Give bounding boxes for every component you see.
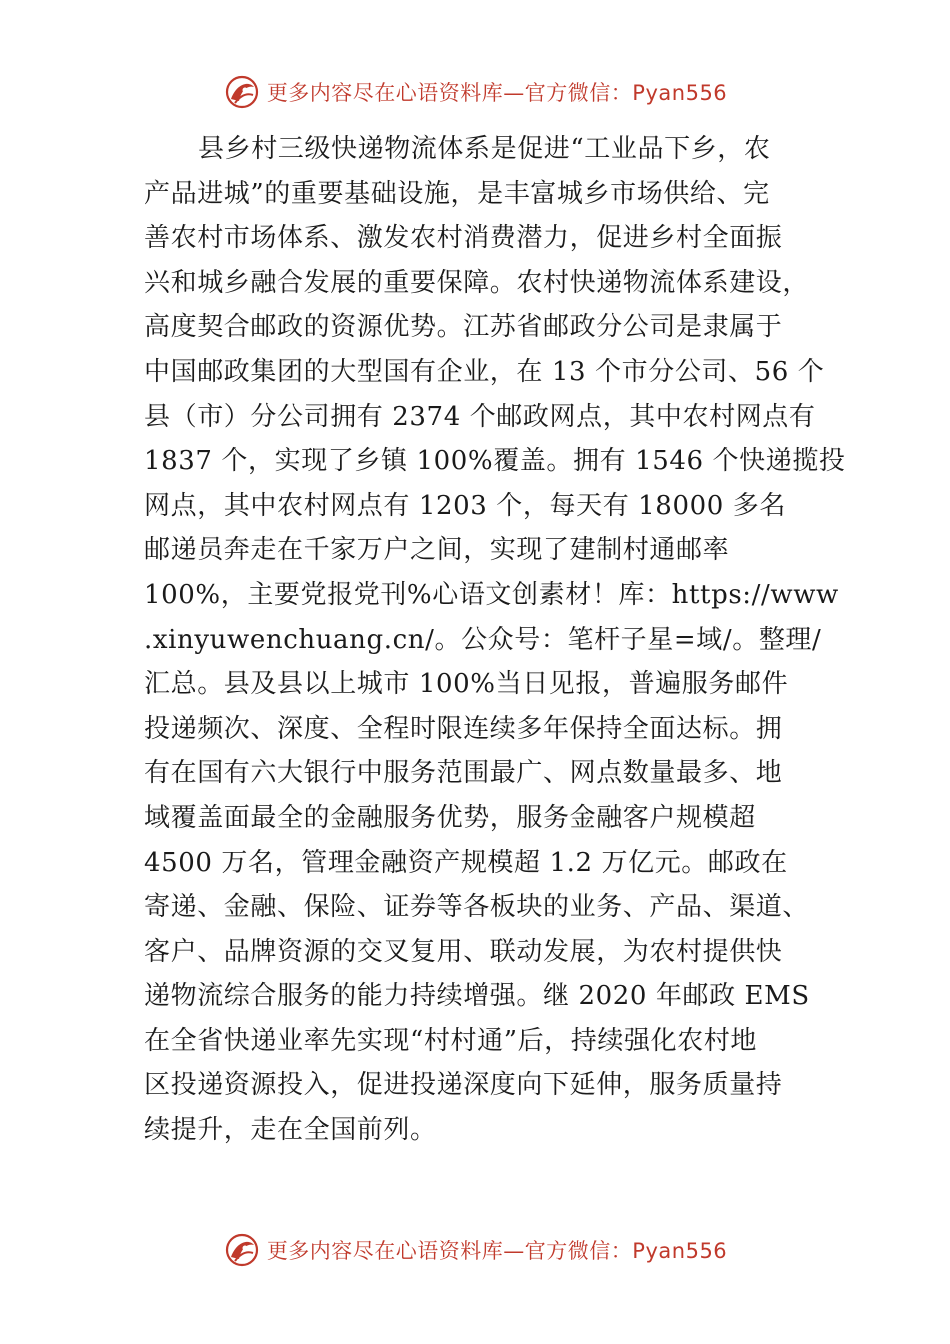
- paragraph-line: 区投递资源投入，促进投递深度向下延伸，服务质量持: [144, 1070, 783, 1101]
- paragraph-line: 中国邮政集团的大型国有企业，在 13 个市分公司、56 个: [144, 356, 825, 387]
- paragraph-line: 寄递、金融、保险、证券等各板块的业务、产品、渠道、: [144, 892, 810, 923]
- paragraph-line: 续提升，走在全国前列。: [144, 1115, 437, 1146]
- paragraph-line: 网点，其中农村网点有 1203 个，每天有 18000 多名: [144, 490, 786, 521]
- paragraph-line: 汇总。县及县以上城市 100%当日见报，普遍服务邮件: [144, 669, 789, 700]
- footer-banner-text: 更多内容尽在心语资料库—官方微信：Pyan556: [266, 1239, 728, 1263]
- header-banner: [0, 70, 950, 114]
- paragraph-line: 在全省快递业率先实现“村村通”后，持续强化农村地: [144, 1025, 757, 1056]
- footer-banner: [0, 1228, 950, 1272]
- paragraph-line: 100%，主要党报党刊%心语文创素材！库：https://www: [144, 579, 839, 610]
- paragraph-line: 县乡村三级快递物流体系是促进“工业品下乡，农: [198, 134, 771, 164]
- document-body: [144, 127, 846, 1153]
- paragraph-line: 县（市）分公司拥有 2374 个邮政网点，其中农村网点有: [144, 401, 816, 432]
- paragraph-line: 邮递员奔走在千家万户之间，实现了建制村通邮率: [144, 535, 730, 566]
- paragraph-line: 高度契合邮政的资源优势。江苏省邮政分公司是隶属于: [144, 312, 783, 343]
- paragraph-line: 客户、品牌资源的交叉复用、联动发展，为农村提供快: [144, 936, 783, 967]
- paragraph-line: 域覆盖面最全的金融服务优势，服务金融客户规模超: [144, 802, 756, 833]
- paragraph-line: 产品进城”的重要基础设施，是丰富城乡市场供给、完: [144, 178, 770, 209]
- paragraph-line: 递物流综合服务的能力持续增强。继 2020 年邮政 EMS: [144, 981, 810, 1012]
- swirl-logo-icon: [223, 73, 261, 111]
- paragraph-line: .xinyuwenchuang.cn/。公众号：笔杆子星=域/。整理/: [144, 624, 822, 655]
- paragraph-line: 1837 个，实现了乡镇 100%覆盖。拥有 1546 个快递揽投: [144, 446, 846, 477]
- swirl-logo-icon: [223, 1231, 261, 1269]
- header-banner-text: 更多内容尽在心语资料库—官方微信：Pyan556: [266, 81, 728, 105]
- paragraph-line: 投递频次、深度、全程时限连续多年保持全面达标。拥: [144, 713, 783, 744]
- paragraph-line: 善农村市场体系、激发农村消费潜力，促进乡村全面振: [144, 223, 783, 254]
- paragraph-line: 4500 万名，管理金融资产规模超 1.2 万亿元。邮政在: [144, 847, 788, 878]
- paragraph-line: 有在国有六大银行中服务范围最广、网点数量最多、地: [144, 758, 783, 789]
- paragraph-line: 兴和城乡融合发展的重要保障。农村快递物流体系建设，: [144, 267, 810, 298]
